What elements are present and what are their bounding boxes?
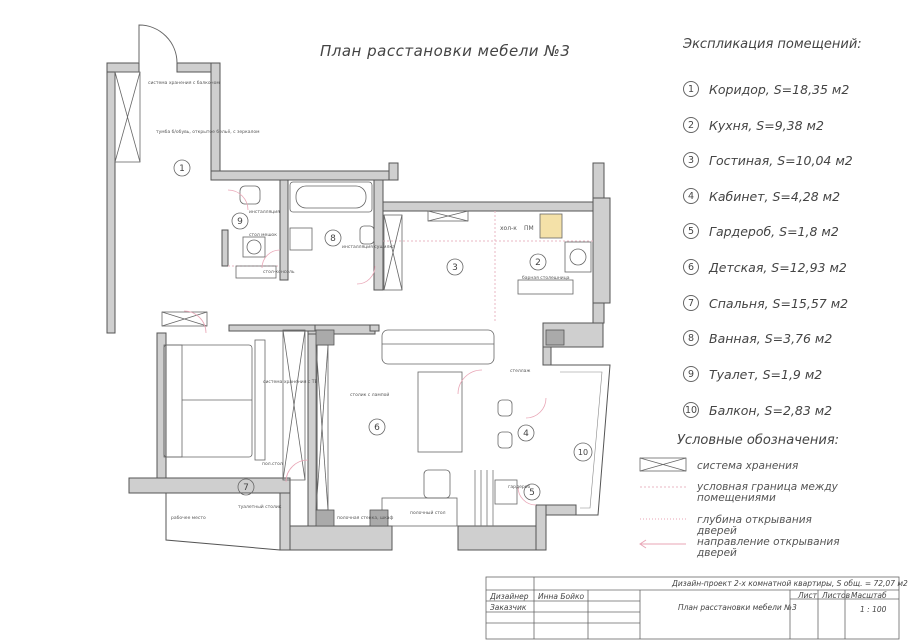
convention-label: система хранения <box>697 460 799 472</box>
scale-value: 1 : 100 <box>860 605 887 614</box>
room-number-badge: 2 <box>683 117 699 133</box>
plan-note: стеллаж <box>510 369 531 374</box>
client-role: Заказчик <box>490 603 527 612</box>
project-name: Дизайн-проект 2-х комнатной квартиры, S общ. = 72,07 м2 <box>672 579 908 588</box>
sheet-title: План расстановки мебели №3 <box>678 603 797 612</box>
plan-note: столик с лампой <box>350 393 390 398</box>
plan-note: гардероб <box>508 485 531 490</box>
room-label: Балкон, S=2,83 м2 <box>709 402 833 418</box>
sheets-header: Листов <box>822 591 851 600</box>
plan-note: полочная стенка, шкаф <box>337 516 394 521</box>
convention-label: условная граница между помещениями <box>697 481 838 504</box>
room-number-badge: 8 <box>683 330 699 346</box>
room-number-badge: 9 <box>683 366 699 382</box>
room-number: 4 <box>523 429 529 439</box>
plan-note: стол мешок <box>249 233 277 238</box>
conventions-title: Условные обозначения: <box>677 433 840 448</box>
plan-note: стол-консоль <box>263 270 295 275</box>
scale-header: Масштаб <box>851 591 887 600</box>
room-number: 2 <box>535 258 541 268</box>
plan-note: ПМ <box>524 225 534 232</box>
plan-note: туалетный столик <box>238 505 282 510</box>
plan-note: инсталляция <box>249 210 280 215</box>
room-number: 8 <box>330 234 336 244</box>
room-number-badge: 7 <box>683 295 699 311</box>
designer-role: Дизайнер <box>490 592 529 601</box>
sheet-header: Лист <box>798 591 818 600</box>
room-number: 7 <box>243 483 249 493</box>
designer-name: Инна Бойко <box>538 592 585 601</box>
plan-note: хол-к <box>500 225 517 232</box>
convention-label: направление открывания дверей <box>697 536 840 559</box>
plan-note: система хранения с балконом <box>148 81 220 86</box>
plan-note: полочный стол <box>410 511 446 516</box>
room-label: Кабинет, S=4,28 м2 <box>709 188 841 204</box>
room-label: Детская, S=12,93 м2 <box>709 259 847 275</box>
room-label: Кухня, S=9,38 м2 <box>709 117 824 133</box>
room-number: 10 <box>577 448 589 457</box>
room-number-badge: 10 <box>683 402 699 418</box>
room-number: 5 <box>529 488 535 498</box>
room-number: 6 <box>374 423 380 433</box>
room-label: Спальня, S=15,57 м2 <box>709 295 849 311</box>
plan-note: барная столешница <box>522 276 570 281</box>
room-number-badge: 3 <box>683 152 699 168</box>
plan-note: система хранения с ТВ <box>263 380 318 385</box>
room-number-badge: 4 <box>683 188 699 204</box>
plan-note: инсталляция сушилка <box>342 245 395 250</box>
legend-title: Экспликация помещений: <box>683 37 862 52</box>
room-label: Гардероб, S=1,8 м2 <box>709 223 839 239</box>
room-number: 1 <box>179 164 185 174</box>
room-label: Гостиная, S=10,04 м2 <box>709 152 853 168</box>
room-number-badge: 5 <box>683 223 699 239</box>
plan-note: тумба б/обувь, открытое бельё, с зеркалом <box>156 130 260 135</box>
room-number: 3 <box>452 263 458 273</box>
plan-note: пол.стол <box>262 462 283 467</box>
plan-note: рабочее место <box>171 516 206 521</box>
room-label: Коридор, S=18,35 м2 <box>709 81 850 97</box>
room-number-badge: 1 <box>683 81 699 97</box>
room-label: Ванная, S=3,76 м2 <box>709 330 833 346</box>
plan-title: План расстановки мебели №3 <box>320 42 571 60</box>
room-number-badge: 6 <box>683 259 699 275</box>
room-label: Туалет, S=1,9 м2 <box>709 366 823 382</box>
room-number: 9 <box>237 217 243 227</box>
convention-label: глубина открывания дверей <box>697 514 812 537</box>
